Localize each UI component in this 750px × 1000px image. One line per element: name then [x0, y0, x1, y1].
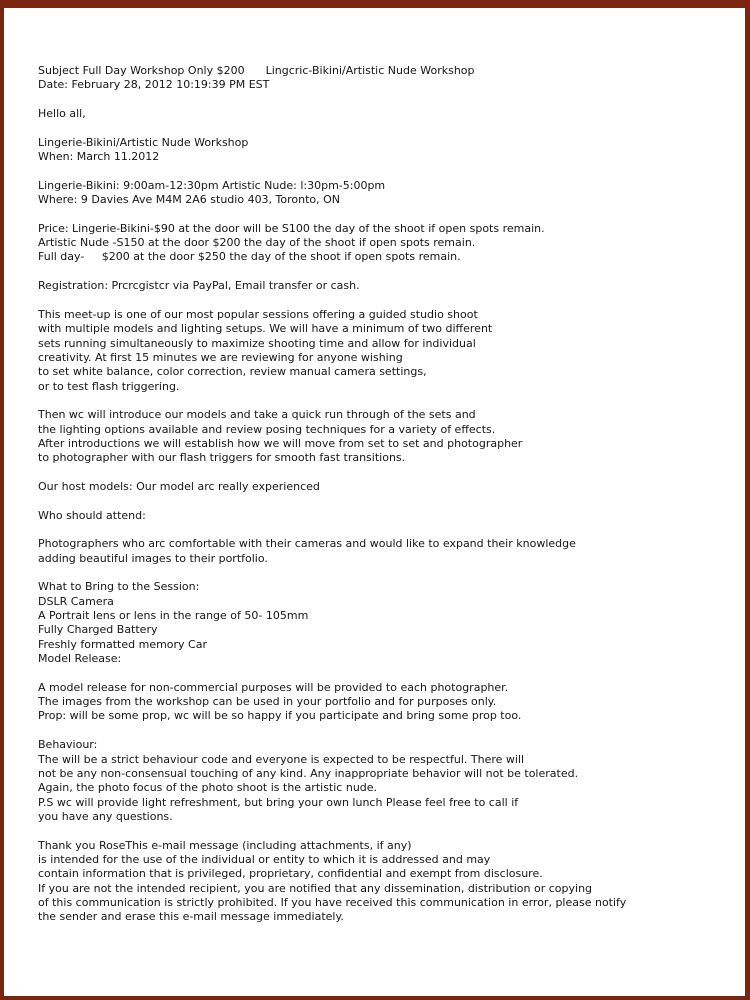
- paragraph: [38, 738, 718, 824]
- text-line: Registration: Prcrcgistcr via PayPal, Email transfer or cash.: [38, 279, 360, 293]
- text-line: of this communication is strictly prohibited. If you have received this communication in error, please notify: [38, 895, 627, 909]
- text-line: adding beautiful images to their portfolio.: [38, 551, 268, 565]
- text-line: contain information that is privileged, proprietary, confidential and exempt from disclosure.: [38, 867, 543, 881]
- text-line: Model Release:: [38, 652, 122, 666]
- text-line: Date: February 28, 2012 10:19:39 PM EST: [38, 78, 270, 92]
- paragraph: [38, 480, 718, 494]
- text-line: Again, the photo focus of the photo shoot is the artistic nude.: [38, 781, 378, 795]
- text-line: the sender and erase this e-mail message immediately.: [38, 910, 344, 924]
- text-line: Subject Full Day Workshop Only $200 Lingcric-Bikini/Artistic Nude Workshop: [38, 64, 475, 77]
- text-line: to photographer with our flash triggers for smooth fast transitions.: [38, 451, 406, 465]
- paragraph: [38, 681, 718, 724]
- paragraph: [38, 509, 718, 523]
- text-line: Then wc will introduce our models and take a quick run through of the sets and: [38, 408, 476, 422]
- paragraph: [38, 580, 718, 666]
- text-line: This meet-up is one of our most popular sessions offering a guided studio shoot: [38, 307, 478, 321]
- paragraph: [38, 308, 718, 394]
- text-line: is intended for the use of the individual or entity to which it is addressed and may: [38, 852, 491, 866]
- paragraph: [38, 222, 718, 265]
- text-line: Fully Charged Battery: [38, 623, 158, 637]
- text-line: or to test flash triggering.: [38, 379, 180, 393]
- text-line: Artistic Nude -S150 at the door $200 the day of the shoot if open spots remain.: [38, 236, 476, 250]
- text-line: with multiple models and lighting setups. We will have a minimum of two different: [38, 322, 493, 336]
- text-line: Where: 9 Davies Ave M4M 2A6 studio 403, Toronto, ON: [38, 193, 341, 207]
- paragraph: [38, 107, 718, 121]
- paragraph: [38, 408, 718, 465]
- paragraph: [38, 64, 718, 93]
- paragraph: [38, 136, 718, 165]
- text-line: Price: Lingerie-Bikini-$90 at the door will be S100 the day of the shoot if open spots remain.: [38, 221, 545, 235]
- text-line: the lighting options available and review posing techniques for a variety of effects.: [38, 422, 496, 436]
- text-line: When: March 11.2012: [38, 150, 160, 164]
- text-line: Freshly formatted memory Car: [38, 637, 208, 651]
- text-line: Behaviour:: [38, 738, 98, 752]
- text-line: DSLR Camera: [38, 594, 114, 608]
- text-line: Our host models: Our model arc really experienced: [38, 479, 320, 493]
- text-line: A model release for non-commercial purposes will be provided to each photographer.: [38, 680, 509, 694]
- email-body: [38, 64, 718, 925]
- paragraph: [38, 537, 718, 566]
- paragraph: [38, 839, 718, 925]
- text-line: Lingerie-Bikini: 9:00am-12:30pm Artistic Nude: l:30pm-5:00pm: [38, 178, 386, 192]
- text-line: Hello all,: [38, 107, 86, 121]
- paragraph: [38, 179, 718, 208]
- text-line: The will be a strict behaviour code and everyone is expected to be respectful. There will: [38, 752, 525, 766]
- text-line: Full day- $200 at the door $250 the day of the shoot if open spots remain.: [38, 250, 461, 264]
- text-line: The images from the workshop can be used in your portfolio and for purposes only.: [38, 695, 497, 709]
- text-line: Photographers who arc comfortable with their cameras and would like to expand their knowledge: [38, 537, 576, 551]
- text-line: sets running simultaneously to maximize shooting time and allow for individual: [38, 336, 476, 350]
- text-line: Who should attend:: [38, 508, 146, 522]
- text-line: Prop: will be some prop, wc will be so happy if you participate and bring some prop too.: [38, 709, 522, 723]
- text-line: to set white balance, color correction, review manual camera settings,: [38, 365, 427, 379]
- text-line: What to Bring to the Session:: [38, 580, 200, 594]
- text-line: If you are not the intended recipient, you are notified that any dissemination, distribution or copying: [38, 881, 593, 895]
- paragraph: [38, 279, 718, 293]
- text-line: you have any questions.: [38, 809, 173, 823]
- text-line: A Portrait lens or lens in the range of 50- 105mm: [38, 609, 309, 623]
- text-line: Lingerie-Bikini/Artistic Nude Workshop: [38, 135, 249, 149]
- text-line: Thank you RoseThis e-mail message (including attachments, if any): [38, 838, 412, 852]
- text-line: creativity. At first 15 minutes we are reviewing for anyone wishing: [38, 350, 403, 364]
- text-line: not be any non-consensual touching of any kind. Any inappropriate behavior will not be tolerated.: [38, 766, 579, 780]
- text-line: P.S wc will provide light refreshment, but bring your own lunch Please feel free to call if: [38, 795, 519, 809]
- text-line: After introductions we will establish how we will move from set to set and photographer: [38, 436, 523, 450]
